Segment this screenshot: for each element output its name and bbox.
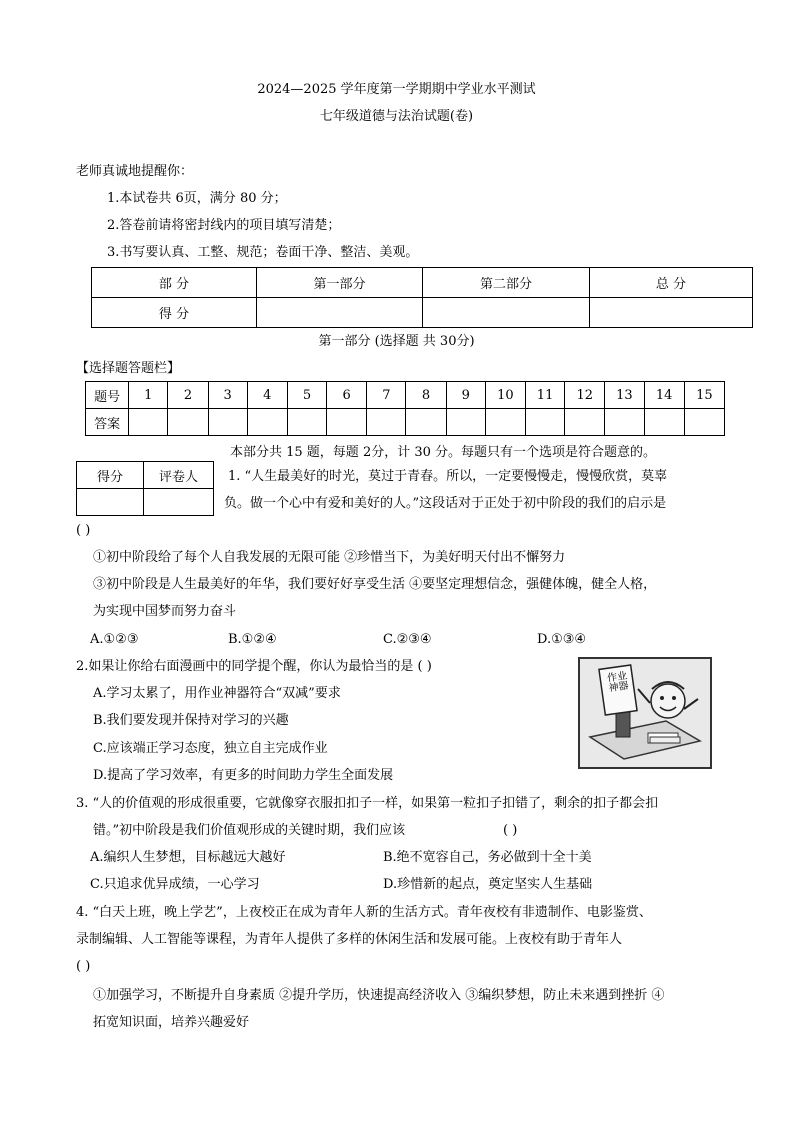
q1-choice-d[interactable]: D.①③④ <box>537 632 587 647</box>
question-number: 9 <box>446 382 485 409</box>
instructions-heading: 老师真诚地提醒你： <box>76 164 194 179</box>
answer-bar-label: 【选择题答题栏】 <box>76 361 181 376</box>
q3-choice-a[interactable]: A.编织人生梦想，目标越远大越好 <box>90 850 286 865</box>
q1-choice-c[interactable]: C.②③④ <box>383 632 432 647</box>
answer-cell[interactable] <box>287 409 326 436</box>
q3-line: 错。”初中阶段是我们价值观形成的关键时期，我们应该 <box>93 823 406 838</box>
grader-score-label: 得分 <box>77 462 144 489</box>
q3-bracket: ( ) <box>503 823 518 838</box>
exam-title: 2024—2025 学年度第一学期期中学业水平测试 <box>257 82 536 97</box>
q2-stem: 2.如果让你给右面漫画中的同学提个醒，你认为最恰当的是 ( ) <box>76 659 432 674</box>
q1-choice-b[interactable]: B.①②④ <box>228 632 277 647</box>
q1-line: 负。做一个心中有爱和美好的人。”这段话对于正处于初中阶段的我们的启示是 <box>224 496 667 511</box>
answer-table <box>85 381 725 436</box>
question-number: 14 <box>644 382 684 409</box>
answer-cell[interactable] <box>247 409 287 436</box>
score-header: 第一部分 <box>257 268 423 298</box>
grader-box <box>76 461 214 516</box>
answer-cell[interactable] <box>565 409 605 436</box>
answer-row-label: 题号 <box>86 382 129 409</box>
answer-cell[interactable] <box>168 409 208 436</box>
answer-cell[interactable] <box>485 409 525 436</box>
q4-line: 录制编辑、人工智能等课程，为青年人提供了多样的休闲生活和发展可能。上夜校有助于青年人 <box>76 932 623 947</box>
score-header: 部 分 <box>92 268 257 298</box>
q4-bracket: ( ) <box>76 959 91 974</box>
cartoon-caption: 作业神器 <box>606 670 630 695</box>
part1-title: 第一部分 (选择题 共 30分) <box>318 334 475 349</box>
score-table <box>91 267 753 328</box>
q4-statement: ①加强学习，不断提升自身素质 ②提升学历，快速提高经济收入 ③编织梦想，防止未来遇到挫折 ④ <box>93 988 665 1003</box>
question-number: 1 <box>129 382 168 409</box>
answer-cell[interactable] <box>684 409 724 436</box>
answer-cell[interactable] <box>446 409 485 436</box>
question-number: 13 <box>605 382 644 409</box>
score-cell[interactable] <box>590 298 753 328</box>
question-number: 4 <box>247 382 287 409</box>
question-number: 3 <box>208 382 247 409</box>
answer-row-label: 答案 <box>86 409 129 436</box>
answer-cell[interactable] <box>605 409 644 436</box>
grader-name-cell[interactable] <box>144 489 214 516</box>
cartoon-illustration <box>580 659 710 767</box>
score-header: 总 分 <box>590 268 753 298</box>
question-number: 6 <box>327 382 367 409</box>
q3-line: 3. “人的价值观的形成很重要，它就像穿衣服扣扣子一样，如果第一粒扣子扣错了，剩余的扣子都会扣 <box>76 796 659 811</box>
instruction-item: 2.答卷前请将密封线内的项目填写清楚； <box>107 218 341 233</box>
q1-statement: 为实现中国梦而努力奋斗 <box>93 604 237 619</box>
q4-line: 4. “白天上班，晚上学艺”，上夜校正在成为青年人新的生活方式。青年夜校有非遗制作、电影鉴赏、 <box>76 905 652 920</box>
q1-choice-a[interactable]: A.①②③ <box>90 632 139 647</box>
instruction-item: 3.书写要认真、工整、规范；卷面干净、整洁、美观。 <box>107 245 419 260</box>
q2-choice-c[interactable]: C.应该端正学习态度，独立自主完成作业 <box>93 741 328 756</box>
question-number: 12 <box>565 382 605 409</box>
q1-line: 1. “人生最美好的时光，莫过于青春。所以，一定要慢慢走，慢慢欣赏，莫辜 <box>228 469 668 484</box>
q2-choice-a[interactable]: A.学习太累了，用作业神器符合“双减”要求 <box>93 686 341 701</box>
question-number: 2 <box>168 382 208 409</box>
q4-statement: 拓宽知识面，培养兴趣爱好 <box>93 1015 250 1030</box>
q1-bracket: ( ) <box>76 523 91 538</box>
question-number: 8 <box>406 382 446 409</box>
q3-choice-c[interactable]: C.只追求优异成绩，一心学习 <box>90 877 260 892</box>
answer-cell[interactable] <box>129 409 168 436</box>
answer-cell[interactable] <box>367 409 406 436</box>
answer-cell[interactable] <box>525 409 564 436</box>
answer-cell[interactable] <box>406 409 446 436</box>
instruction-item: 1.本试卷共 6页，满分 80 分； <box>107 191 287 206</box>
answer-cell[interactable] <box>644 409 684 436</box>
grader-name-label: 评卷人 <box>144 462 214 489</box>
question-number: 15 <box>684 382 724 409</box>
question-number: 5 <box>287 382 326 409</box>
q1-statement: ③初中阶段是人生最美好的年华，我们要好好享受生活 ④要坚定理想信念，强健体魄，健全人格， <box>93 577 657 592</box>
grader-score-cell[interactable] <box>77 489 144 516</box>
q1-statement: ①初中阶段给了每个人自我发展的无限可能 ②珍惜当下，为美好明天付出不懈努力 <box>93 550 566 565</box>
score-row-label: 得 分 <box>92 298 257 328</box>
exam-subtitle: 七年级道德与法治试题(卷) <box>319 109 474 124</box>
question-number: 11 <box>525 382 564 409</box>
question-number: 10 <box>485 382 525 409</box>
q2-choice-b[interactable]: B.我们要发现并保持对学习的兴趣 <box>93 713 289 728</box>
cartoon-image <box>578 657 712 769</box>
score-cell[interactable] <box>423 298 590 328</box>
part1-note: 本部分共 15 题，每题 2分，计 30 分。每题只有一个选项是符合题意的。 <box>230 445 657 460</box>
score-cell[interactable] <box>257 298 423 328</box>
question-number: 7 <box>367 382 406 409</box>
answer-cell[interactable] <box>327 409 367 436</box>
q3-choice-d[interactable]: D.珍惜新的起点，奠定坚实人生基础 <box>383 877 593 892</box>
score-header: 第二部分 <box>423 268 590 298</box>
answer-cell[interactable] <box>208 409 247 436</box>
q2-choice-d[interactable]: D.提高了学习效率，有更多的时间助力学生全面发展 <box>93 768 394 783</box>
q3-choice-b[interactable]: B.绝不宽容自己，务必做到十全十美 <box>383 850 592 865</box>
